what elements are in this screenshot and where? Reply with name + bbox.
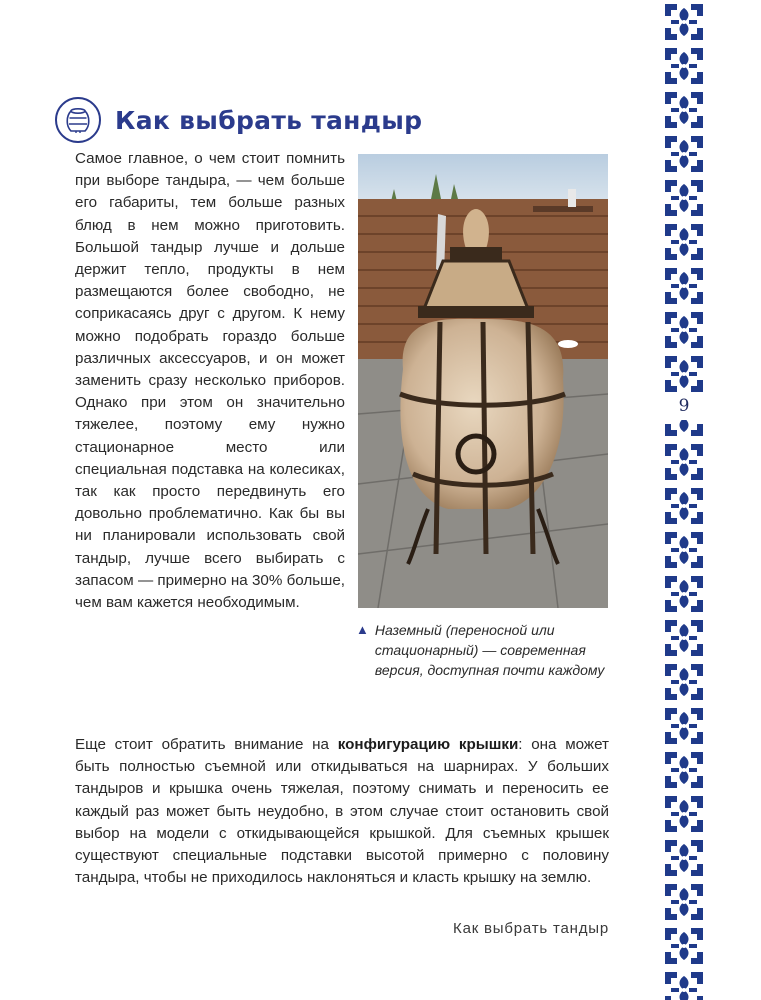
photo-caption <box>356 620 612 680</box>
ornament-border <box>661 0 707 1000</box>
section-heading <box>55 96 422 144</box>
tandoor-pot-icon <box>55 97 101 143</box>
tandoor-photo <box>358 154 608 608</box>
caption-text: Наземный (переносной или стационарный) — современная версия, доступная почти каждому <box>374 622 605 678</box>
lid-paragraph <box>75 734 609 889</box>
page-number: 9 <box>665 396 703 420</box>
caption-marker-icon: ▲ <box>356 622 369 637</box>
lid-text-after: : она может быть полностью съемной или откидываться на шарнирах. У больших тандыров и крышка очень тяжелая, поэтому снимать и переносить ее каждый раз может быть неудобно, в этом случае стоит остановить свой выбор на модели с откидывающейся крышкой. Для съемных крышек существуют специальные подставки высотой примерно с половину тандыра, чтобы не приходилось наклоняться и класть крышку на землю. <box>75 736 609 887</box>
running-title: Как выбрать тандыр <box>453 920 609 937</box>
intro-text-column <box>75 148 345 614</box>
page-title: Как выбрать тандыр <box>115 105 423 135</box>
lid-text-before: Еще стоит обратить внимание на <box>75 736 338 753</box>
intro-paragraph: Самое главное, о чем стоит помнить при выборе тандыра, — чем больше его габариты, тем больше разных блюд в нем можно приготовить. Большой тандыр лучше и дольше держит тепло, продукты в нем размещаются более свободно, не соприкасаясь друг с другом. К нему можно подобрать гораздо больше различных аксессуаров, и он может заменить сразу несколько приборов. Однако при этом он значительно тяжелее, поэтому ему нужно стационарное место или специальная подставка на колесиках, так как просто передвинуть его довольно проблематично. Как бы вы ни планировали использовать свой тандыр, лучше всего выбирать с запасом — примерно на 30% больше, чем вам кажется необходимым. <box>75 150 346 612</box>
lid-term-bold: конфигурацию крышки <box>337 736 519 753</box>
